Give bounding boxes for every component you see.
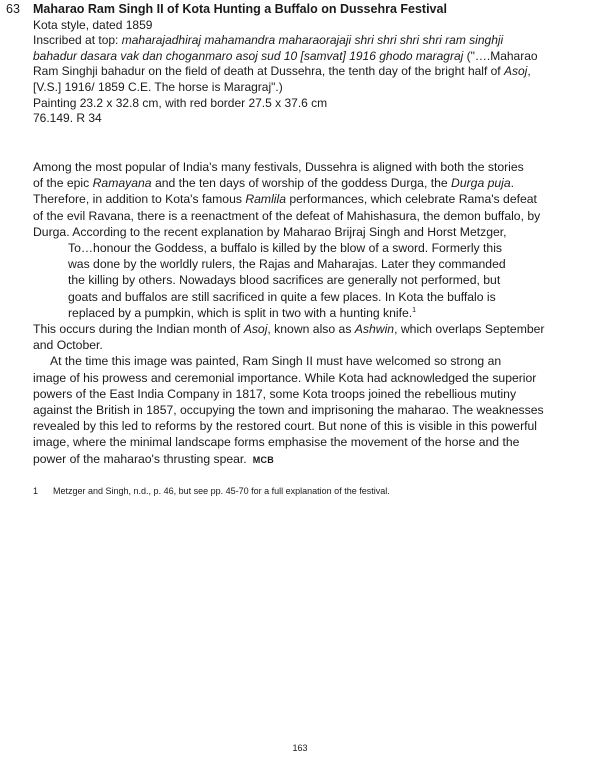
essay-line: [33, 321, 593, 337]
essay-line: image of his prowess and ceremonial importance. While Kota had acknowledged the superior: [33, 370, 537, 385]
entry-header: [33, 2, 593, 127]
essay-line: At the time this image was painted, Ram Singh II must have welcomed so strong an: [50, 354, 502, 369]
essay-line: and October.: [33, 338, 103, 353]
quote-line: the killing by others. Nowadays blood sacrifices are generally not performed, but: [68, 273, 501, 288]
text-run: Therefore, in addition to Kota's famous: [33, 192, 246, 207]
italic-term: Durga puja: [451, 176, 511, 191]
text-run: replaced by a pumpkin, which is split in two with a hunting knife.: [68, 305, 413, 320]
essay-line: of the evil Ravana, there is a reenactment of the defeat of Mahishasura, the demon buffalo, by: [33, 208, 541, 223]
essay-line: revealed by this led to reforms by the restored court. But none of this is visible in this powerful: [33, 419, 537, 434]
inscription-text-1: maharajadhiraj mahamandra maharaorajaji shri shri shri shri ram singhji: [121, 33, 504, 48]
essay-line: Among the most popular of India's many festivals, Dussehra is aligned with both the stories: [33, 160, 524, 174]
essay-line: against the British in 1857, occupying the town and imprisoning the maharao. The weaknesses: [33, 403, 544, 418]
inscription-line-4: [V.S.] 1916/ 1859 C.E. The horse is Maragraj".): [33, 79, 283, 94]
essay-line: powers of the East India Company in 1817, some Kota troops joined the rebellious mutiny: [33, 386, 517, 401]
essay-line: [33, 191, 593, 207]
essay-line: [33, 175, 593, 191]
italic-term: Ramayana: [92, 176, 152, 191]
text-run: and the ten days of worship of the goddess Durga, the: [151, 176, 452, 191]
entry-title: Maharao Ram Singh II of Kota Hunting a Buffalo on Dussehra Festival: [33, 2, 447, 16]
translation-asoj: Asoj: [503, 64, 528, 79]
translation-text: Ram Singhji bahadur on the field of death at Dussehra, the tenth day of the bright half of: [33, 64, 504, 79]
footnote-number: 1: [33, 486, 39, 496]
author-initials: MCB: [252, 454, 275, 465]
entry-style: Kota style, dated 1859: [33, 17, 153, 32]
quote-line: goats and buffalos are still sacrificed in quite a few places. In Kota the buffalo is: [68, 289, 496, 304]
italic-term: Ashwin: [354, 322, 395, 337]
footnote: [33, 486, 390, 496]
translation-start: ("….Maharao: [463, 48, 538, 63]
catalogue-number: 63: [6, 2, 20, 16]
entry-dimensions: Painting 23.2 x 32.8 cm, with red border 27.5 x 37.6 cm: [33, 95, 328, 110]
inscription-line-2: [33, 49, 593, 65]
footnote-text: Metzger and Singh, n.d., p. 46, but see pp. 45-70 for a full explanation of the festival.: [53, 486, 390, 496]
text-run: of the epic: [33, 176, 93, 191]
translation-comma: ,: [527, 64, 531, 79]
text-run: .: [510, 176, 515, 191]
essay-line: Durga. According to the recent explanation by Maharao Brijraj Singh and Horst Metzger,: [33, 224, 507, 239]
text-run: , which overlaps September: [394, 322, 545, 337]
text-run: , known also as: [267, 322, 355, 337]
inscription-label: Inscribed at top:: [33, 33, 122, 48]
essay-line: image, where the minimal landscape forms emphasise the movement of the horse and the: [33, 435, 520, 450]
text-run: performances, which celebrate Rama's defeat: [285, 192, 537, 207]
page-number: 163: [292, 743, 308, 753]
essay-line: [33, 451, 593, 468]
quote-line: was done by the worldly rulers, the Rajas and Maharajas. Later they commanded: [68, 257, 506, 272]
text-run: This occurs during the Indian month of: [33, 322, 244, 337]
inscription-text-2: bahadur dasara vak dan choganmaro asoj sud 10 [samvat] 1916 ghodo maragraj: [33, 48, 464, 63]
essay-body: [33, 159, 593, 468]
footnote-ref: 1: [412, 306, 417, 314]
quote-line: To…honour the Goddess, a buffalo is killed by the blow of a sword. Formerly this: [68, 241, 502, 256]
italic-term: Ramlila: [245, 192, 286, 207]
italic-term: Asoj: [243, 322, 268, 337]
inscription-line-1: [33, 33, 593, 49]
text-run: power of the maharao's thrusting spear.: [33, 451, 247, 466]
inscription-line-3: [33, 64, 593, 80]
quote-line: [33, 305, 593, 321]
entry-accession: 76.149. R 34: [33, 111, 102, 126]
